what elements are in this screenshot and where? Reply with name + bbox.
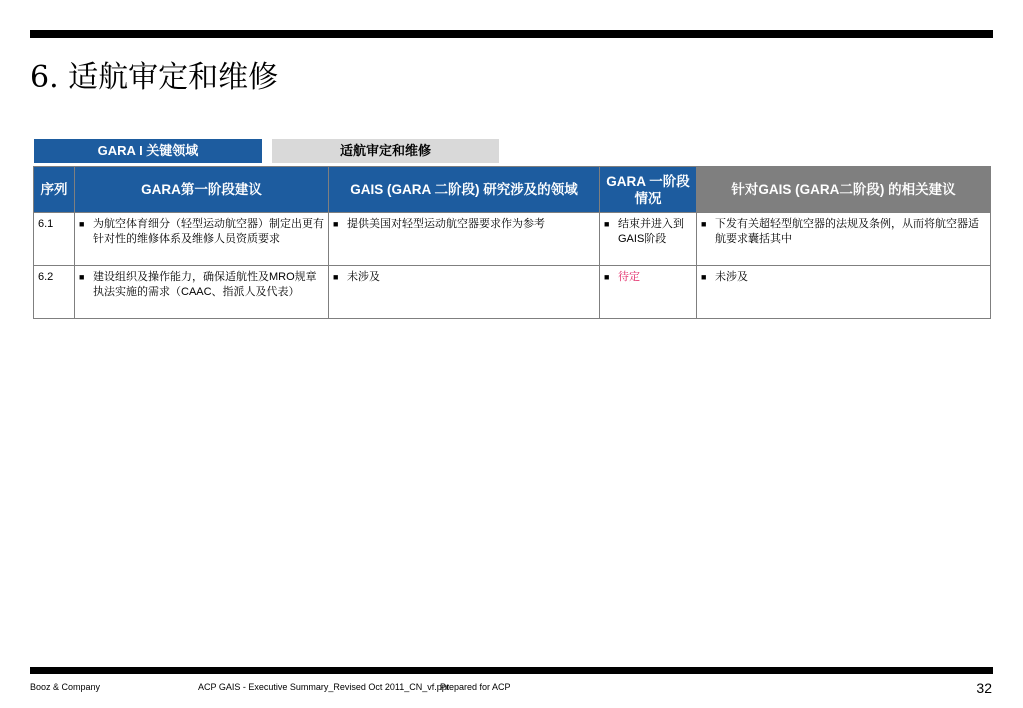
table-row xyxy=(34,213,991,266)
cell-text: 结束并进入到GAIS阶段 xyxy=(618,218,684,245)
header-status: GARA 一阶段情况 xyxy=(600,167,697,213)
cell-status xyxy=(600,266,697,319)
cell-recommendation xyxy=(697,266,991,319)
square-bullet-icon: ■ xyxy=(333,272,339,282)
cell-gara1 xyxy=(75,266,329,319)
cell-text: 为航空体育细分（轻型运动航空器）制定出更有针对性的维修体系及维修人员资质要求 xyxy=(93,218,324,245)
cell-gais xyxy=(329,213,600,266)
page-number: 32 xyxy=(976,680,992,696)
tab-airworthiness[interactable]: 适航审定和维修 xyxy=(272,139,499,163)
header-gais: GAIS (GARA 二阶段) 研究涉及的领域 xyxy=(329,167,600,213)
square-bullet-icon: ■ xyxy=(701,272,707,282)
tab-gara-key-areas[interactable]: GARA I 关键领域 xyxy=(34,139,262,163)
cell-text: 未涉及 xyxy=(715,271,748,283)
header-recommendation: 针对GAIS (GARA二阶段) 的相关建议 xyxy=(697,167,991,213)
cell-recommendation xyxy=(697,213,991,266)
footer-document: ACP GAIS - Executive Summary_Revised Oct 2011_CN_vf.ppt xyxy=(198,682,450,692)
recommendations-table xyxy=(33,166,991,319)
bottom-rule xyxy=(30,667,993,674)
square-bullet-icon: ■ xyxy=(333,219,339,229)
cell-text: 下发有关超轻型航空器的法规及条例，从而将航空器适航要求囊括其中 xyxy=(715,218,979,245)
table-header-row xyxy=(34,167,991,213)
header-gara1: GARA第一阶段建议 xyxy=(75,167,329,213)
footer-company: Booz & Company xyxy=(30,682,101,692)
cell-text: 建设组织及操作能力，确保适航性及MRO规章执法实施的需求（CAAC、指派人及代表） xyxy=(93,271,317,298)
top-rule xyxy=(30,30,993,38)
cell-text-pending: 待定 xyxy=(618,271,640,283)
cell-seq: 6.1 xyxy=(34,213,75,266)
footer-prepared: Prepared for ACP xyxy=(440,682,511,692)
cell-seq: 6.2 xyxy=(34,266,75,319)
square-bullet-icon: ■ xyxy=(604,219,610,229)
square-bullet-icon: ■ xyxy=(701,219,707,229)
square-bullet-icon: ■ xyxy=(79,219,85,229)
cell-text: 提供美国对轻型运动航空器要求作为参考 xyxy=(347,218,545,230)
square-bullet-icon: ■ xyxy=(79,272,85,282)
cell-gais xyxy=(329,266,600,319)
cell-status xyxy=(600,213,697,266)
cell-text: 未涉及 xyxy=(347,271,380,283)
page-title: 6. 适航审定和维修 xyxy=(30,60,279,95)
header-seq: 序列 xyxy=(34,167,75,213)
square-bullet-icon: ■ xyxy=(604,272,610,282)
table-row xyxy=(34,266,991,319)
cell-gara1 xyxy=(75,213,329,266)
